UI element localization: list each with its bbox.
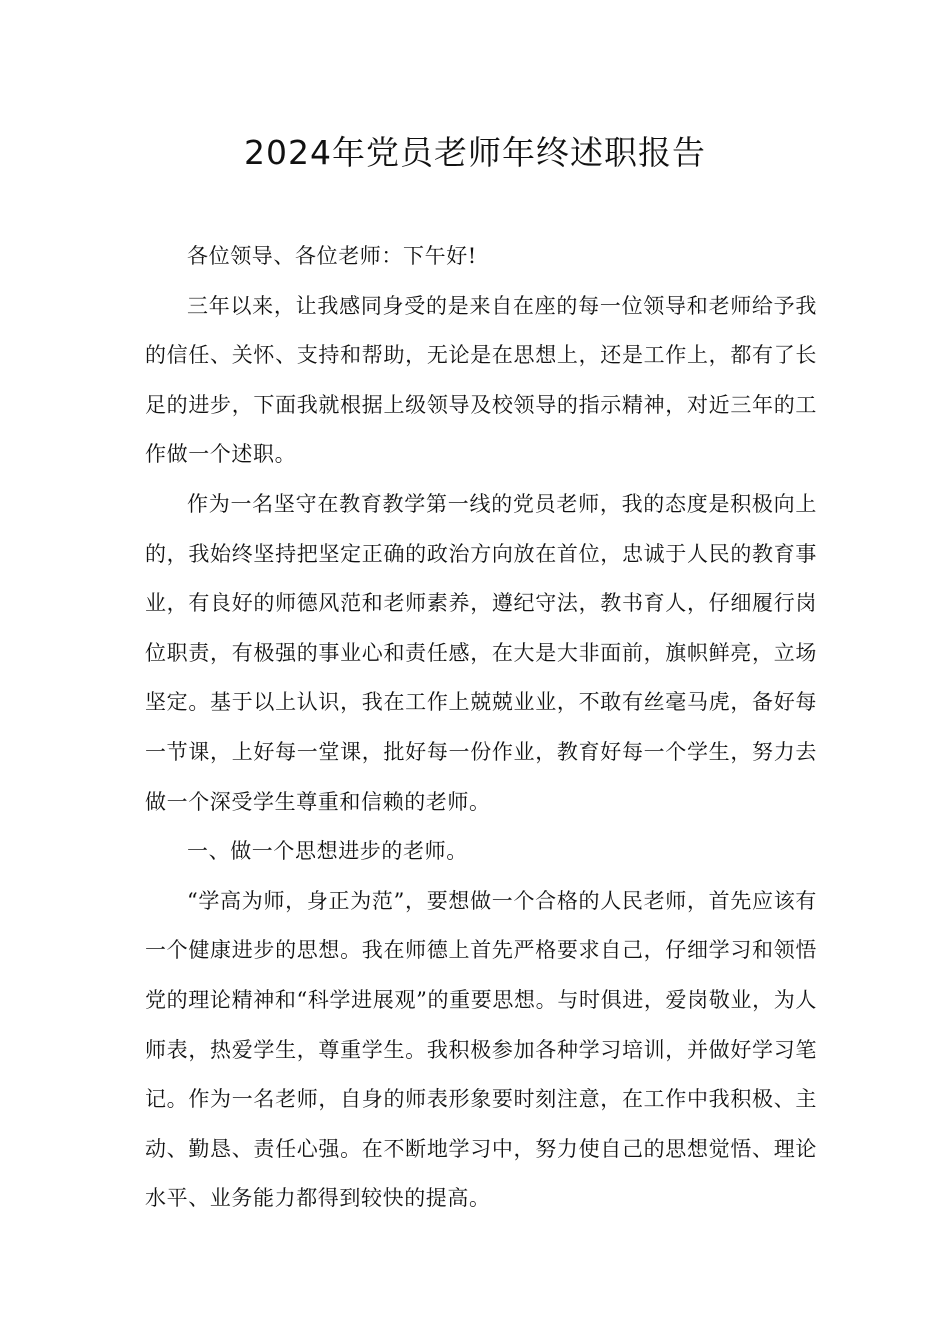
- document-title: 2024年党员老师年终述职报告: [244, 133, 706, 172]
- paragraph-attitude: 作为一名坚守在教育教学第一线的党员老师，我的态度是积极向上的，我始终坚持把坚定正确的政治方向放在首位，忠诚于人民的教育事业，有良好的师德风范和老师素养，遵纪守法，教书育人，仔细履行岗位职责，有极强的事业心和责任感，在大是大非面前，旗帜鲜亮，立场坚定。基于以上认识，我在工作上兢兢业业，不敢有丝毫马虎，备好每一节课，上好每一堂课，批好每一份作业，教育好每一个学生，努力去做一个深受学生尊重和信赖的老师。: [145, 491, 817, 814]
- section-heading-1: 一、做一个思想进步的老师。: [187, 839, 468, 864]
- document-body: [145, 232, 817, 1224]
- paragraph-section-1: “学高为师，身正为范”，要想做一个合格的人民老师，首先应该有一个健康进步的思想。我在师德上首先严格要求自己，仔细学习和领悟党的理论精神和“科学进展观”的重要思想。与时俱进，爱岗敬业，为人师表，热爱学生，尊重学生。我积极参加各种学习培训，并做好学习笔记。作为一名老师，自身的师表形象要时刻注意，在工作中我积极、主动、勤恳、责任心强。在不断地学习中，努力使自己的思想觉悟、理论水平、业务能力都得到较快的提高。: [145, 888, 817, 1211]
- paragraph-intro: 三年以来，让我感同身受的是来自在座的每一位领导和老师给予我的信任、关怀、支持和帮助，无论是在思想上，还是工作上，都有了长足的进步，下面我就根据上级领导及校领导的指示精神，对近三年的工作做一个述职。: [145, 293, 817, 467]
- paragraph-greeting: 各位领导、各位老师：下午好!: [187, 244, 477, 268]
